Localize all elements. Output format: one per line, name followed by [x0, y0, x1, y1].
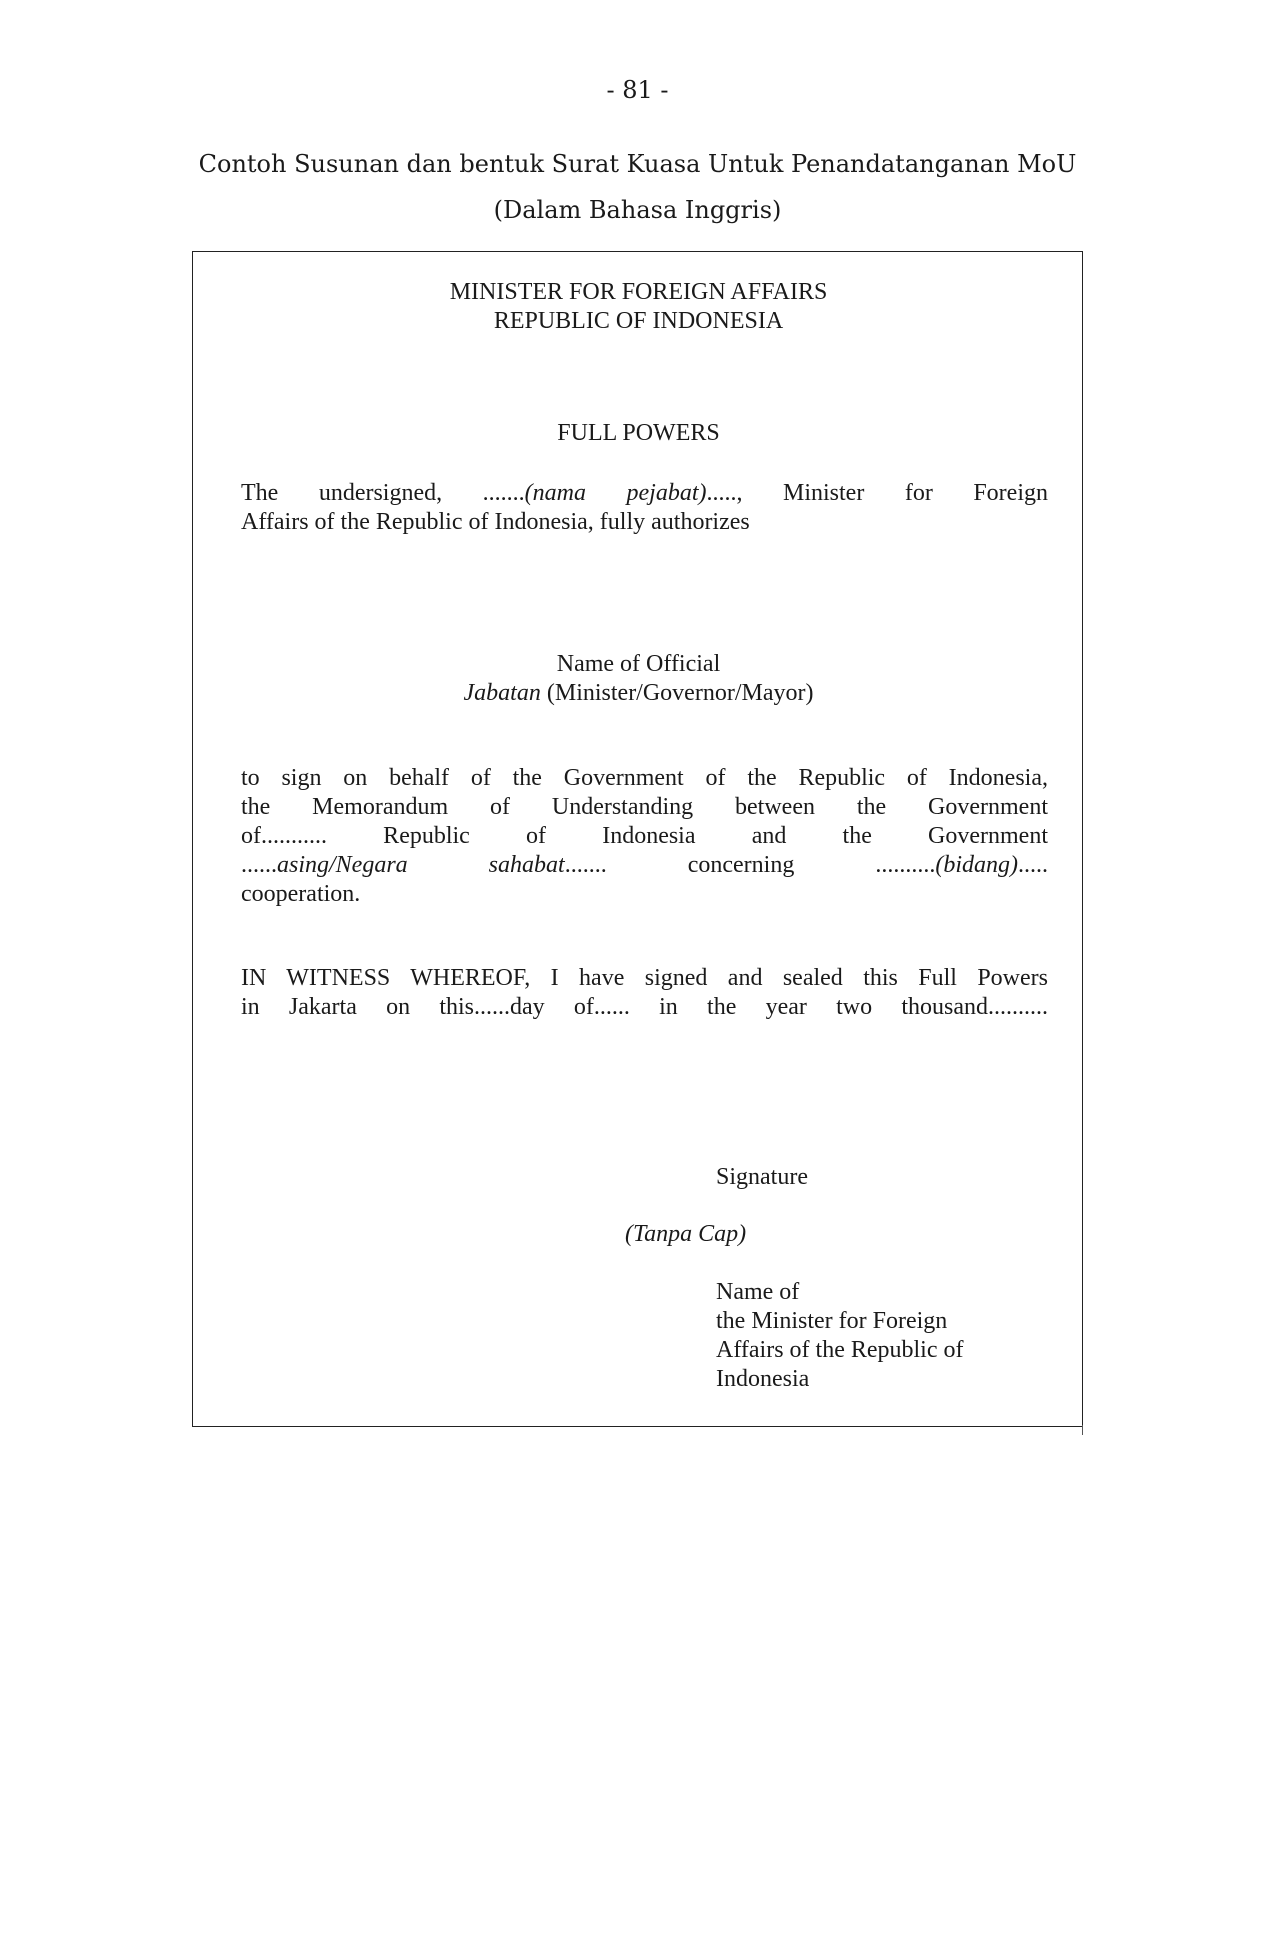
placeholder-field: (bidang): [935, 852, 1018, 878]
mandate-line-3: of........... Republic of Indonesia and the Government: [241, 823, 1048, 849]
witness-paragraph: [241, 964, 1048, 1022]
official-block: [193, 650, 1084, 708]
mandate-line-4: ......asing/Negara sahabat....... concerning ..........(bidang).....: [241, 852, 1048, 878]
document-subheading: (Dalam Bahasa Inggris): [493, 196, 782, 224]
mandate-line-1: to sign on behalf of the Government of the Republic of Indonesia,: [241, 765, 1048, 791]
no-seal-note: (Tanpa Cap): [625, 1221, 747, 1247]
document-heading: Contoh Susunan dan bentuk Surat Kuasa Untuk Penandatanganan MoU: [198, 150, 1077, 178]
signatory-line-1: Name of: [716, 1279, 800, 1305]
official-name: Name of Official: [556, 651, 721, 677]
authorization-line-2: Affairs of the Republic of Indonesia, fully authorizes: [241, 509, 750, 535]
mandate-line-5: cooperation.: [241, 881, 361, 907]
authorization-line-1: The undersigned, .......(nama pejabat)....., Minister for Foreign: [241, 480, 1048, 506]
placeholder-official-name: (nama pejabat): [524, 480, 707, 506]
placeholder-partner-country: asing/Negara sahabat: [277, 852, 565, 878]
full-powers-letter: [192, 251, 1083, 1427]
jabatan-label: Jabatan: [463, 680, 541, 706]
mandate-paragraph: [241, 764, 1048, 909]
signatory-line-3: Affairs of the Republic of: [716, 1337, 964, 1363]
page-number: - 81 -: [606, 76, 669, 104]
letterhead-line-1: MINISTER FOR FOREIGN AFFAIRS: [449, 279, 828, 305]
letterhead: [193, 278, 1084, 336]
position-options: (Minister/Governor/Mayor): [540, 680, 814, 706]
official-position: [193, 679, 1084, 708]
signatory-name-block: [716, 1278, 1016, 1394]
mandate-line-2: the Memorandum of Understanding between the Government: [241, 794, 1048, 820]
border-tick: [1082, 1425, 1083, 1435]
letter-title: FULL POWERS: [557, 420, 720, 446]
letterhead-line-2: REPUBLIC OF INDONESIA: [493, 308, 784, 334]
signature-label: Signature: [716, 1164, 808, 1190]
witness-line-2: in Jakarta on this......day of...... in the year two thousand..........: [241, 994, 1048, 1020]
signatory-line-2: the Minister for Foreign: [716, 1308, 948, 1334]
witness-line-1: IN WITNESS WHEREOF, I have signed and sealed this Full Powers: [241, 965, 1048, 991]
authorization-paragraph: [241, 479, 1048, 537]
signatory-line-4: Indonesia: [716, 1366, 810, 1392]
